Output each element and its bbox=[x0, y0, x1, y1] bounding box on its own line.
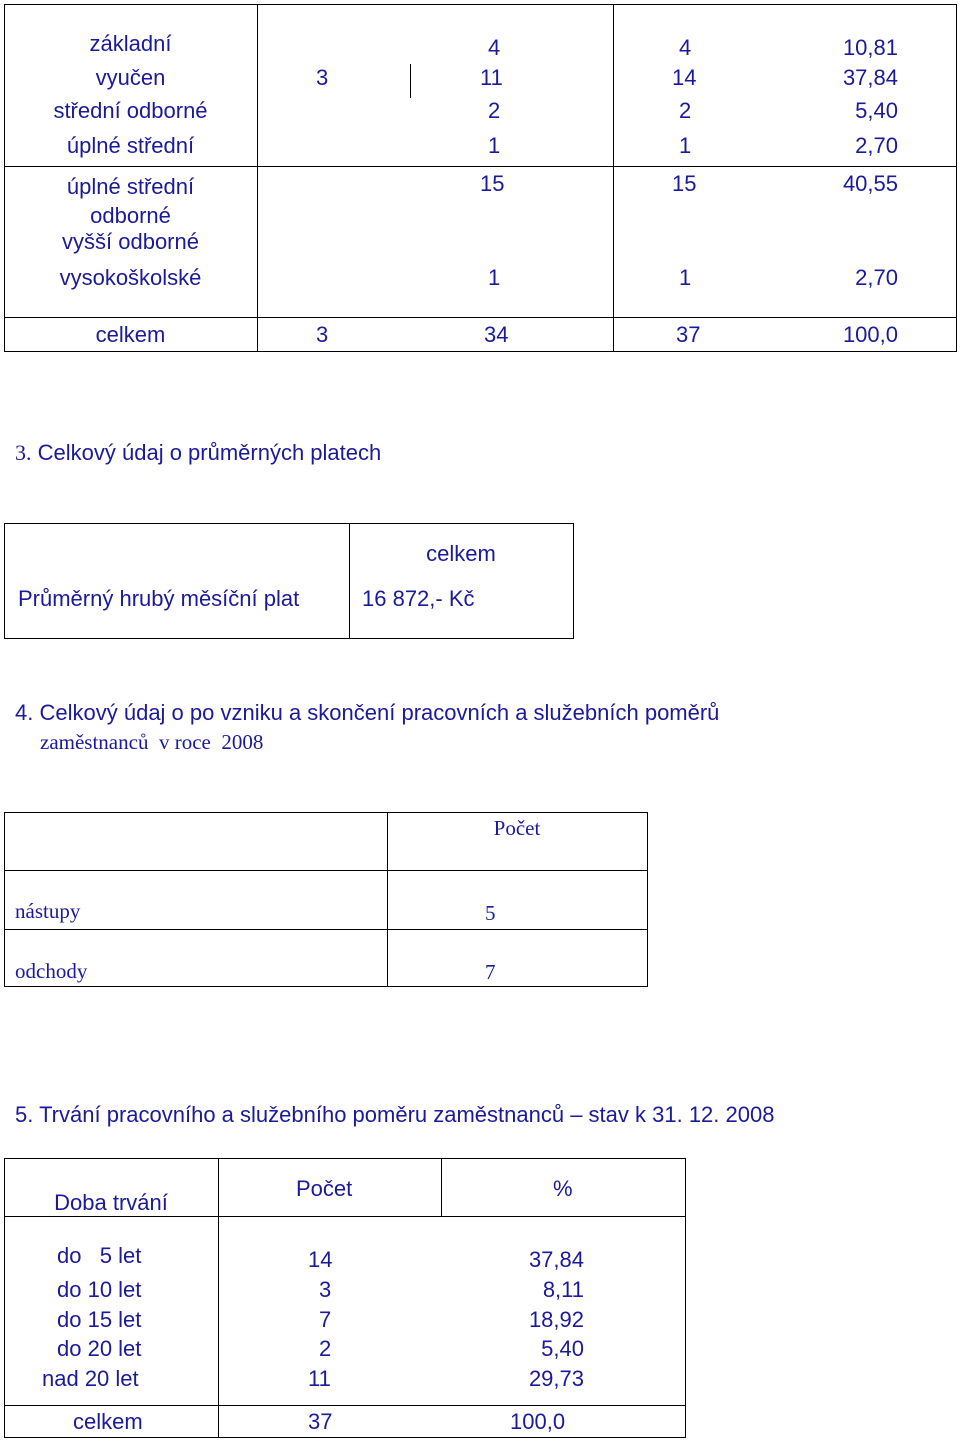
table-border bbox=[685, 1158, 686, 1438]
section-subtitle: zaměstnanců v roce 2008 bbox=[40, 730, 264, 754]
table-cell: 15 bbox=[672, 171, 697, 196]
table-row-label: úplné střední bbox=[66, 133, 195, 158]
table-row-label: vysokoškolské bbox=[59, 265, 202, 290]
table-border bbox=[956, 4, 957, 352]
table-cell: 34 bbox=[484, 322, 509, 347]
table-total-label: celkem bbox=[73, 1409, 143, 1434]
table-border bbox=[4, 1216, 686, 1217]
table-cell: 37 bbox=[676, 322, 701, 347]
section-number: 4. bbox=[15, 700, 34, 725]
table-total-label: celkem bbox=[95, 322, 166, 347]
table-cell: 5,40 bbox=[855, 98, 898, 123]
table-cell: 4 bbox=[488, 35, 501, 60]
table-cell: 1 bbox=[679, 265, 692, 290]
table-header: Počet bbox=[493, 816, 541, 840]
table-cell: 37,84 bbox=[842, 65, 898, 90]
table-cell: 4 bbox=[679, 35, 692, 60]
table-border bbox=[4, 317, 957, 318]
table-cell: 11 bbox=[480, 65, 503, 90]
table-cell: 1 bbox=[488, 133, 501, 158]
table-border bbox=[4, 4, 957, 5]
table-cell: 3 bbox=[316, 65, 329, 90]
table-row-label: střední odborné bbox=[53, 98, 208, 123]
table-cell: 37 bbox=[308, 1409, 333, 1434]
table-cell: 2,70 bbox=[855, 265, 898, 290]
table-row-label: vyšší odborné bbox=[62, 229, 199, 254]
table-cell: 100,0 bbox=[842, 322, 898, 347]
table-row-label: úplné střední odborné bbox=[66, 174, 195, 228]
table-border bbox=[257, 4, 258, 352]
table-cell: 7 bbox=[485, 960, 496, 984]
table-border bbox=[4, 986, 648, 987]
table-cell: 37,84 bbox=[528, 1247, 584, 1272]
table-cell: 2 bbox=[319, 1336, 332, 1361]
table-row-label: Průměrný hrubý měsíční plat bbox=[18, 586, 300, 611]
table-row-label: základní bbox=[89, 31, 172, 56]
table-header: Doba trvání bbox=[54, 1190, 168, 1215]
table-cell: 14 bbox=[308, 1247, 333, 1272]
section-heading bbox=[15, 442, 381, 464]
table-cell: 2 bbox=[679, 98, 692, 123]
table-cell: 11 bbox=[308, 1366, 331, 1391]
table-border bbox=[410, 64, 411, 98]
table-cell: 10,81 bbox=[842, 35, 898, 60]
table-cell: 100,0 bbox=[510, 1409, 566, 1434]
table-row-label: nástupy bbox=[15, 899, 81, 923]
table-cell: 2 bbox=[488, 98, 501, 123]
table-row-label: odchody bbox=[15, 959, 88, 983]
table-border bbox=[218, 1158, 219, 1438]
table-cell: 8,11 bbox=[542, 1277, 584, 1302]
table-border bbox=[4, 929, 648, 930]
table-header: celkem bbox=[426, 541, 496, 566]
table-border bbox=[613, 4, 614, 352]
table-row-label: vyučen bbox=[95, 65, 166, 90]
table-header: % bbox=[553, 1176, 573, 1201]
table-cell: 7 bbox=[319, 1307, 332, 1332]
table-border bbox=[4, 812, 5, 987]
table-border bbox=[4, 523, 574, 524]
table-row-label: do 5 let bbox=[57, 1243, 142, 1268]
table-border bbox=[4, 1158, 686, 1159]
section-title: Celkový údaj o průměrných platech bbox=[37, 440, 382, 465]
table-cell: 40,55 bbox=[842, 171, 898, 196]
table-border bbox=[4, 1437, 686, 1438]
table-row-label: nad 20 let bbox=[42, 1366, 139, 1391]
table-cell: 14 bbox=[672, 65, 697, 90]
table-cell: 16 872,- Kč bbox=[362, 586, 475, 611]
table-border bbox=[4, 870, 648, 871]
table-cell: 15 bbox=[480, 171, 505, 196]
table-row-label: do 20 let bbox=[57, 1336, 142, 1361]
table-border bbox=[647, 812, 648, 987]
table-border bbox=[4, 638, 574, 639]
table-row-label: do 10 let bbox=[57, 1277, 142, 1302]
section-number: 3. bbox=[15, 440, 32, 465]
section-heading bbox=[15, 702, 719, 724]
table-border bbox=[4, 523, 5, 639]
table-border bbox=[4, 1405, 686, 1406]
table-header: Počet bbox=[296, 1176, 353, 1201]
table-cell: 29,73 bbox=[528, 1366, 584, 1391]
table-cell: 1 bbox=[679, 133, 692, 158]
table-cell: 3 bbox=[316, 322, 329, 347]
table-cell: 2,70 bbox=[855, 133, 898, 158]
table-border bbox=[349, 523, 350, 639]
section-heading: 5. Trvání pracovního a služebního poměru zaměstnanců – stav k 31. 12. 2008 bbox=[15, 1102, 775, 1127]
table-row-label: do 15 let bbox=[57, 1307, 142, 1332]
table-border bbox=[4, 166, 957, 167]
table-cell: 3 bbox=[319, 1277, 332, 1302]
table-border bbox=[4, 812, 648, 813]
section-title: Celkový údaj o po vzniku a skončení pracovních a služebních poměrů bbox=[39, 700, 720, 725]
table-border bbox=[4, 351, 957, 352]
table-cell: 5 bbox=[485, 901, 496, 925]
table-border bbox=[573, 523, 574, 639]
table-cell: 5,40 bbox=[541, 1336, 584, 1361]
table-cell: 1 bbox=[488, 265, 501, 290]
table-border bbox=[441, 1158, 442, 1217]
table-cell: 18,92 bbox=[528, 1307, 584, 1332]
